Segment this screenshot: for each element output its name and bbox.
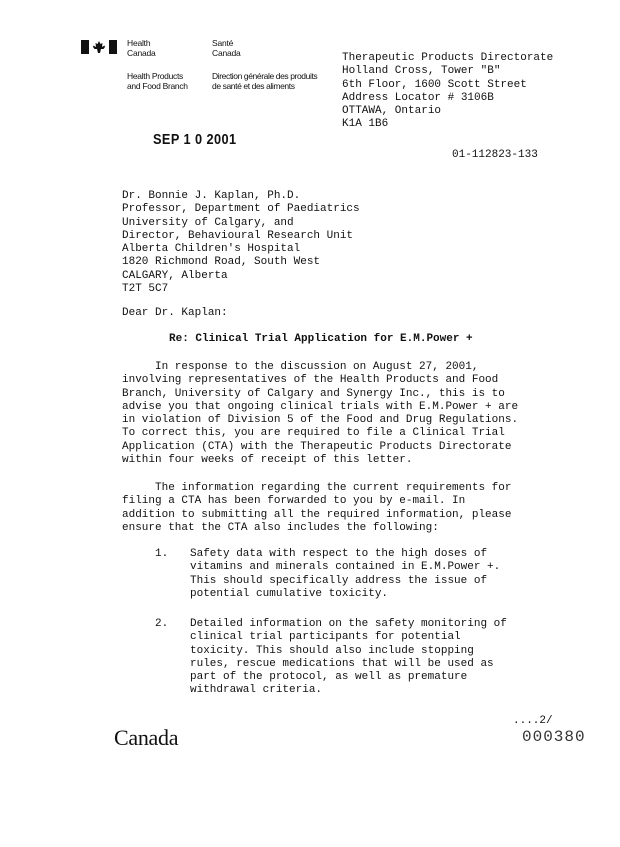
recipient-address [122,190,502,296]
recipient-line: CALGARY, Alberta [122,269,228,282]
body-paragraph: The information regarding the current requirements for filing a CTA has been forwarded to you by e-mail. In addition to submitting all the required information, please ensure that the CTA also includes the following: [122,482,512,534]
list-item-text: Safety data with respect to the high doses of vitamins and minerals contained in E.M.Power +. This should specifically address the issue of potential cumulative toxicity. [190,548,501,600]
branch-name-english: Health Products and Food Branch [127,71,188,91]
department-name-english: Health Canada [127,38,156,58]
list-item-number: 1. [155,548,169,560]
department-name-french: Santé Canada [212,38,241,58]
salutation: Dear Dr. Kaplan: [122,307,228,319]
list-item-text: Detailed information on the safety monitoring of clinical trial participants for potential toxicity. This should also include stopping rules, rescue medications that will be used as part of the protocol, as well as premature withdrawal criteria. [190,618,507,697]
body-paragraph: In response to the discussion on August 27, 2001, involving representatives of the Health Products and Food Branch, University of Calgary and Synergy Inc., this is to advise you that ongoing clinical trials with E.M.Power + are in violation of Division 5 of the Food and Drug Regulations. To correct this, you are required to file a Clinical Trial Application (CTA) with the Therapeutic Products Directorate within four weeks of receipt of this letter. [122,361,519,467]
canada-wordmark: Canada [114,725,179,750]
recipient-line: 1820 Richmond Road, South West [122,256,321,269]
address-line: OTTAWA, Ontario [342,105,442,118]
recipient-line: T2T 5C7 [122,283,169,296]
address-line: Address Locator # 3106B [342,91,494,104]
recipient-line: University of Calgary, and [122,216,294,229]
continuation-marker: ....2/ [513,715,553,727]
recipient-line: Professor, Department of Paediatrics [122,203,360,216]
date-stamp: SEP 1 0 2001 [153,131,237,148]
subject-line: Re: Clinical Trial Application for E.M.Power + [169,333,473,345]
recipient-line: Dr. Bonnie J. Kaplan, Ph.D. [122,190,301,202]
canada-flag-icon [81,40,117,54]
address-line: Holland Cross, Tower "B" [342,65,501,78]
branch-name-french: Direction générale des produits de santé et des aliments [212,71,318,91]
address-line: Therapeutic Products Directorate [342,52,554,64]
address-line: 6th Floor, 1600 Scott Street [342,78,527,91]
recipient-line: Director, Behavioural Research Unit [122,229,354,242]
list-item-number: 2. [155,618,169,630]
sender-address [342,52,602,132]
address-line: K1A 1B6 [342,118,389,131]
file-number: 01-112823-133 [452,149,538,161]
recipient-line: Alberta Children's Hospital [122,243,301,256]
document-number: 000380 [522,728,586,746]
